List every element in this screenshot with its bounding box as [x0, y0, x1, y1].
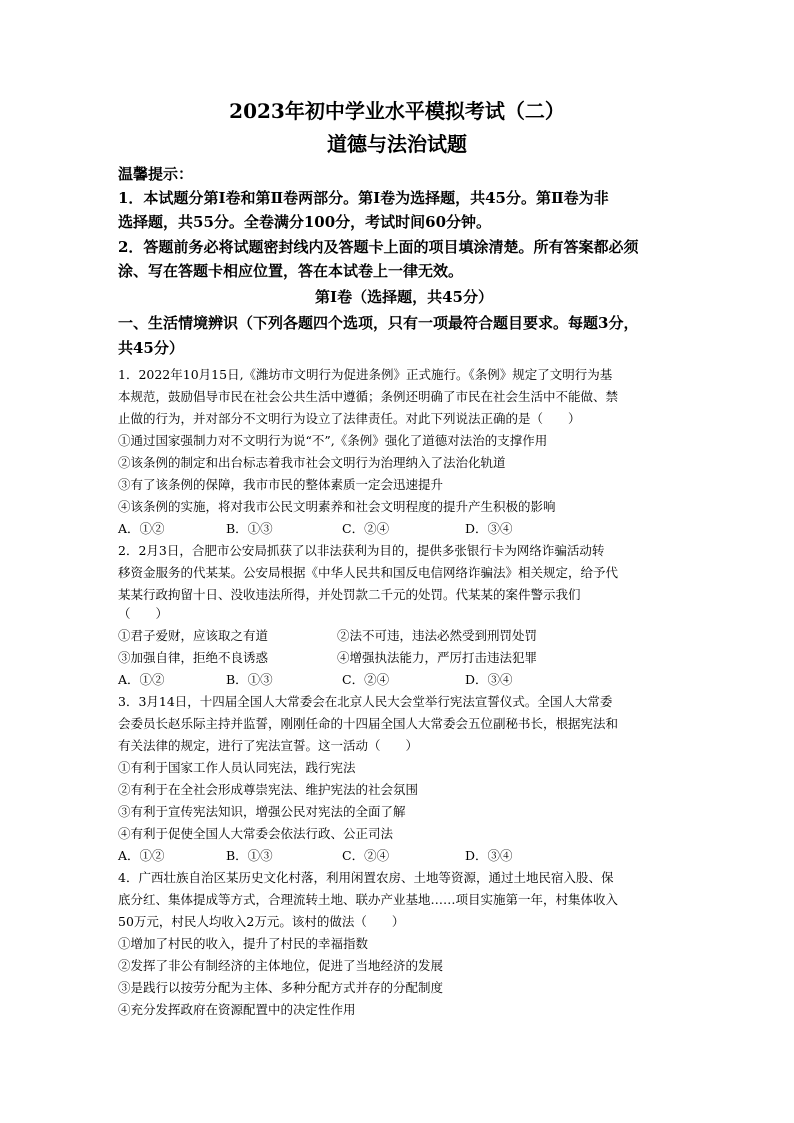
- question-1-stem: 1．2022年10月15日,《潍坊市文明行为促进条例》正式施行。《条例》规定了文明行为基: [118, 367, 613, 382]
- option-d: D．③④: [465, 672, 513, 687]
- option-d: D．③④: [465, 521, 513, 536]
- question-2-stem: 2．2月3日，合肥市公安局抓获了以非法获利为目的，提供多张银行卡为网络诈骗活动转: [118, 543, 605, 558]
- question-1-stem: 止做的行为，并对部分不文明行为设立了法律责任。对此下列说法正确的是（ ）: [118, 411, 581, 426]
- question-4-stem: 50万元，村民人均收入2万元。该村的做法（ ）: [118, 914, 405, 929]
- notice-line: 2．答题前务必将试题密封线内及答题卡上面的项目填涂清楚。所有答案都必须: [118, 238, 639, 256]
- question-1-item: ④该条例的实施，将对我市公民文明素养和社会文明程度的提升产生积极的影响: [118, 499, 556, 514]
- exam-subtitle: 道德与法治试题: [327, 132, 467, 156]
- question-4-item: ②发挥了非公有制经济的主体地位，促进了当地经济的发展: [118, 958, 444, 973]
- option-b: B．①③: [226, 521, 273, 536]
- section-header: 第Ⅰ卷（选择题，共45分）: [315, 288, 493, 306]
- notice-heading: 温馨提示：: [118, 165, 194, 183]
- question-2-stem: 某某行政拘留十日、没收违法所得，并处罚款二千元的处罚。代某某的案件警示我们: [118, 587, 581, 602]
- question-4-item: ③是践行以按劳分配为主体、多种分配方式并存的分配制度: [118, 980, 444, 995]
- question-1-stem: 本规范，鼓励倡导市民在社会公共生活中遵循；条例还明确了市民在社会生活中不能做、禁: [118, 389, 619, 404]
- notice-line: 涂、写在答题卡相应位置，答在本试卷上一律无效。: [118, 262, 464, 280]
- question-1-item: ②该条例的制定和出台标志着我市社会文明行为治理纳入了法治化轨道: [118, 455, 506, 470]
- option-c: C．②④: [342, 521, 390, 536]
- question-3-item: ③有利于宣传宪法知识，增强公民对宪法的全面了解: [118, 804, 406, 819]
- question-1-item: ③有了该条例的保障，我市市民的整体素质一定会迅速提升: [118, 477, 444, 492]
- question-4-stem: 底分红、集体提成等方式，合理流转土地、联办产业基地……项目实施第一年，村集体收入: [118, 892, 619, 907]
- notice-line: 选择题，共55分。全卷满分100分，考试时间60分钟。: [118, 213, 492, 231]
- question-4-item: ①增加了村民的收入，提升了村民的幸福指数: [118, 936, 369, 951]
- question-2-item: ③加强自律，拒绝不良诱惑: [118, 650, 269, 665]
- notice-line: 1．本试题分第Ⅰ卷和第Ⅱ卷两部分。第Ⅰ卷为选择题，共45分。第Ⅱ卷为非: [118, 189, 609, 207]
- option-c: C．②④: [342, 672, 390, 687]
- option-a: A．①②: [118, 521, 165, 536]
- question-3-stem: 会委员长赵乐际主持并监誓，刚刚任命的十四届全国人大常委会五位副秘书长，根据宪法和: [118, 716, 619, 731]
- question-4-stem: 4．广西壮族自治区某历史文化村落，利用闲置农房、土地等资源，通过土地民宿入股、保: [118, 870, 614, 885]
- option-d: D．③④: [465, 848, 513, 863]
- question-3-item: ④有利于促使全国人大常委会依法行政、公正司法: [118, 826, 394, 841]
- part-instructions: 共45分）: [118, 339, 184, 357]
- exam-title: 2023年初中学业水平模拟考试（二）: [229, 99, 565, 123]
- question-1-item: ①通过国家强制力对不文明行为说“不”,《条例》强化了道德对法治的支撑作用: [118, 433, 548, 448]
- option-a: A．①②: [118, 848, 165, 863]
- question-3-item: ①有利于国家工作人员认同宪法，践行宪法: [118, 760, 356, 775]
- question-2-stem: 移资金服务的代某某。公安局根据《中华人民共和国反电信网络诈骗法》相关规定，给予代: [118, 565, 619, 580]
- question-3-item: ②有利于在全社会形成尊崇宪法、维护宪法的社会氛围: [118, 782, 419, 797]
- part-instructions: 一、生活情境辨识（下列各题四个选项，只有一项最符合题目要求。每题3分，: [118, 314, 639, 332]
- question-2-item: ②法不可违，违法必然受到刑罚处罚: [337, 628, 538, 643]
- question-4-item: ④充分发挥政府在资源配置中的决定性作用: [118, 1002, 356, 1017]
- question-2-item: ④增强执法能力，严厉打击违法犯罪: [337, 650, 538, 665]
- question-3-stem: 有关法律的规定，进行了宪法宣誓。这一活动（ ）: [118, 738, 419, 753]
- option-a: A．①②: [118, 672, 165, 687]
- question-3-stem: 3．3月14日，十四届全国人大常委会在北京人民大会堂举行宪法宣誓仪式。全国人大常委: [118, 694, 613, 709]
- option-b: B．①③: [226, 848, 273, 863]
- option-b: B．①③: [226, 672, 273, 687]
- question-2-item: ①君子爱财，应该取之有道: [118, 628, 269, 643]
- question-2-stem: （ ）: [118, 606, 169, 621]
- option-c: C．②④: [342, 848, 390, 863]
